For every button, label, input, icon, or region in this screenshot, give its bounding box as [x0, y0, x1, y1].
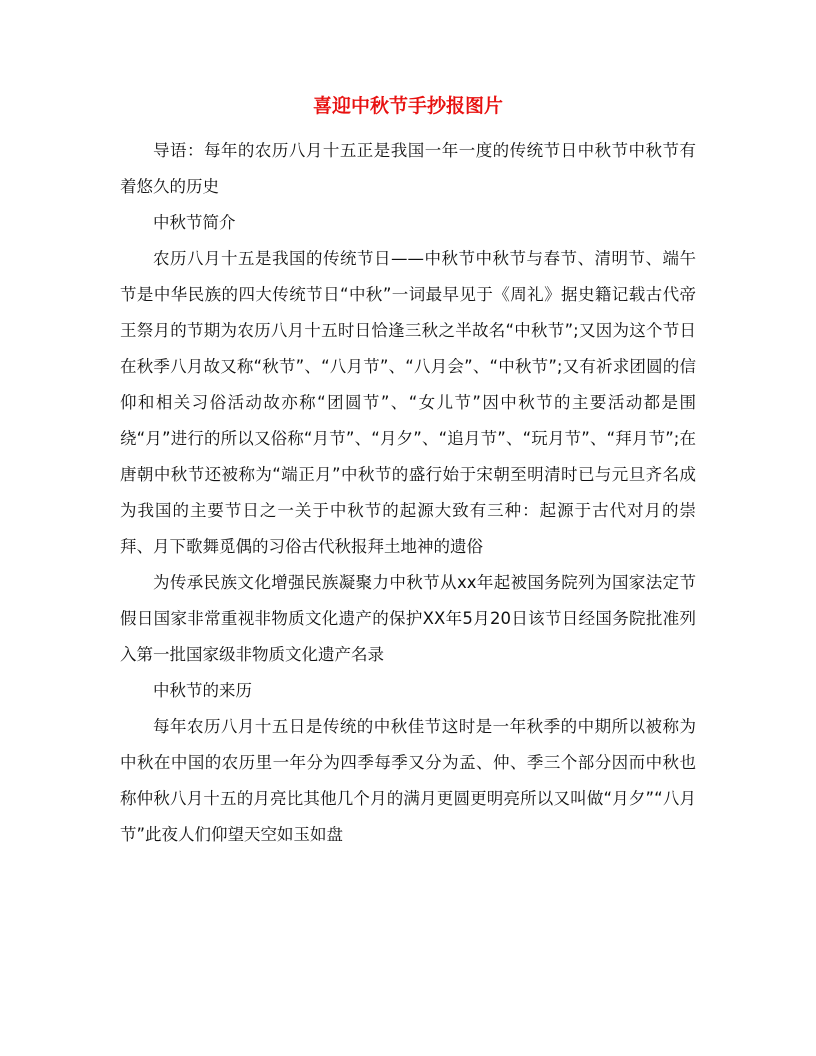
- paragraph-festival-overview: 农历八月十五是我国的传统节日——中秋节中秋节与春节、清明节、端午节是中华民族的四大传统节日“中秋”一词最早见于《周礼》据史籍记载古代帝王祭月的节期为农历八月十五时日恰逢三秋之半故名“中秋节”;又因为这个节日在秋季八月故又称“秋节”、“八月节”、“八月会”、“中秋节”;又有祈求团圆的信仰和相关习俗活动故亦称“团圆节”、“女儿节”因中秋节的主要活动都是围绕“月”进行的所以又俗称“月节”、“月夕”、“追月节”、“玩月节”、“拜月节”;在唐朝中秋节还被称为“端正月”中秋节的盛行始于宋朝至明清时已与元旦齐名成为我国的主要节日之一关于中秋节的起源大致有三种：起源于古代对月的崇拜、月下歌舞觅偶的习俗古代秋报拜土地神的遗俗: [120, 249, 696, 556]
- document-body: [120, 133, 696, 853]
- page-title: 喜迎中秋节手抄报图片: [312, 95, 503, 117]
- section-heading-origin: 中秋节的来历: [153, 681, 252, 700]
- intro-paragraph: 导语：每年的农历八月十五正是我国一年一度的传统节日中秋节中秋节有着悠久的历史: [120, 141, 696, 196]
- paragraph-heritage: 为传承民族文化增强民族凝聚力中秋节从xx年起被国务院列为国家法定节假日国家非常重视非物质文化遗产的保护XX年5月20日该节日经国务院批准列入第一批国家级非物质文化遗产名录: [120, 573, 696, 664]
- section-heading-intro: 中秋节简介: [153, 213, 236, 232]
- paragraph-origin: 每年农历八月十五日是传统的中秋佳节这时是一年秋季的中期所以被称为中秋在中国的农历里一年分为四季每季又分为孟、仲、季三个部分因而中秋也称仲秋八月十五的月亮比其他几个月的满月更圆更明亮所以又叫做“月夕”“八月节”此夜人们仰望天空如玉如盘: [120, 717, 696, 844]
